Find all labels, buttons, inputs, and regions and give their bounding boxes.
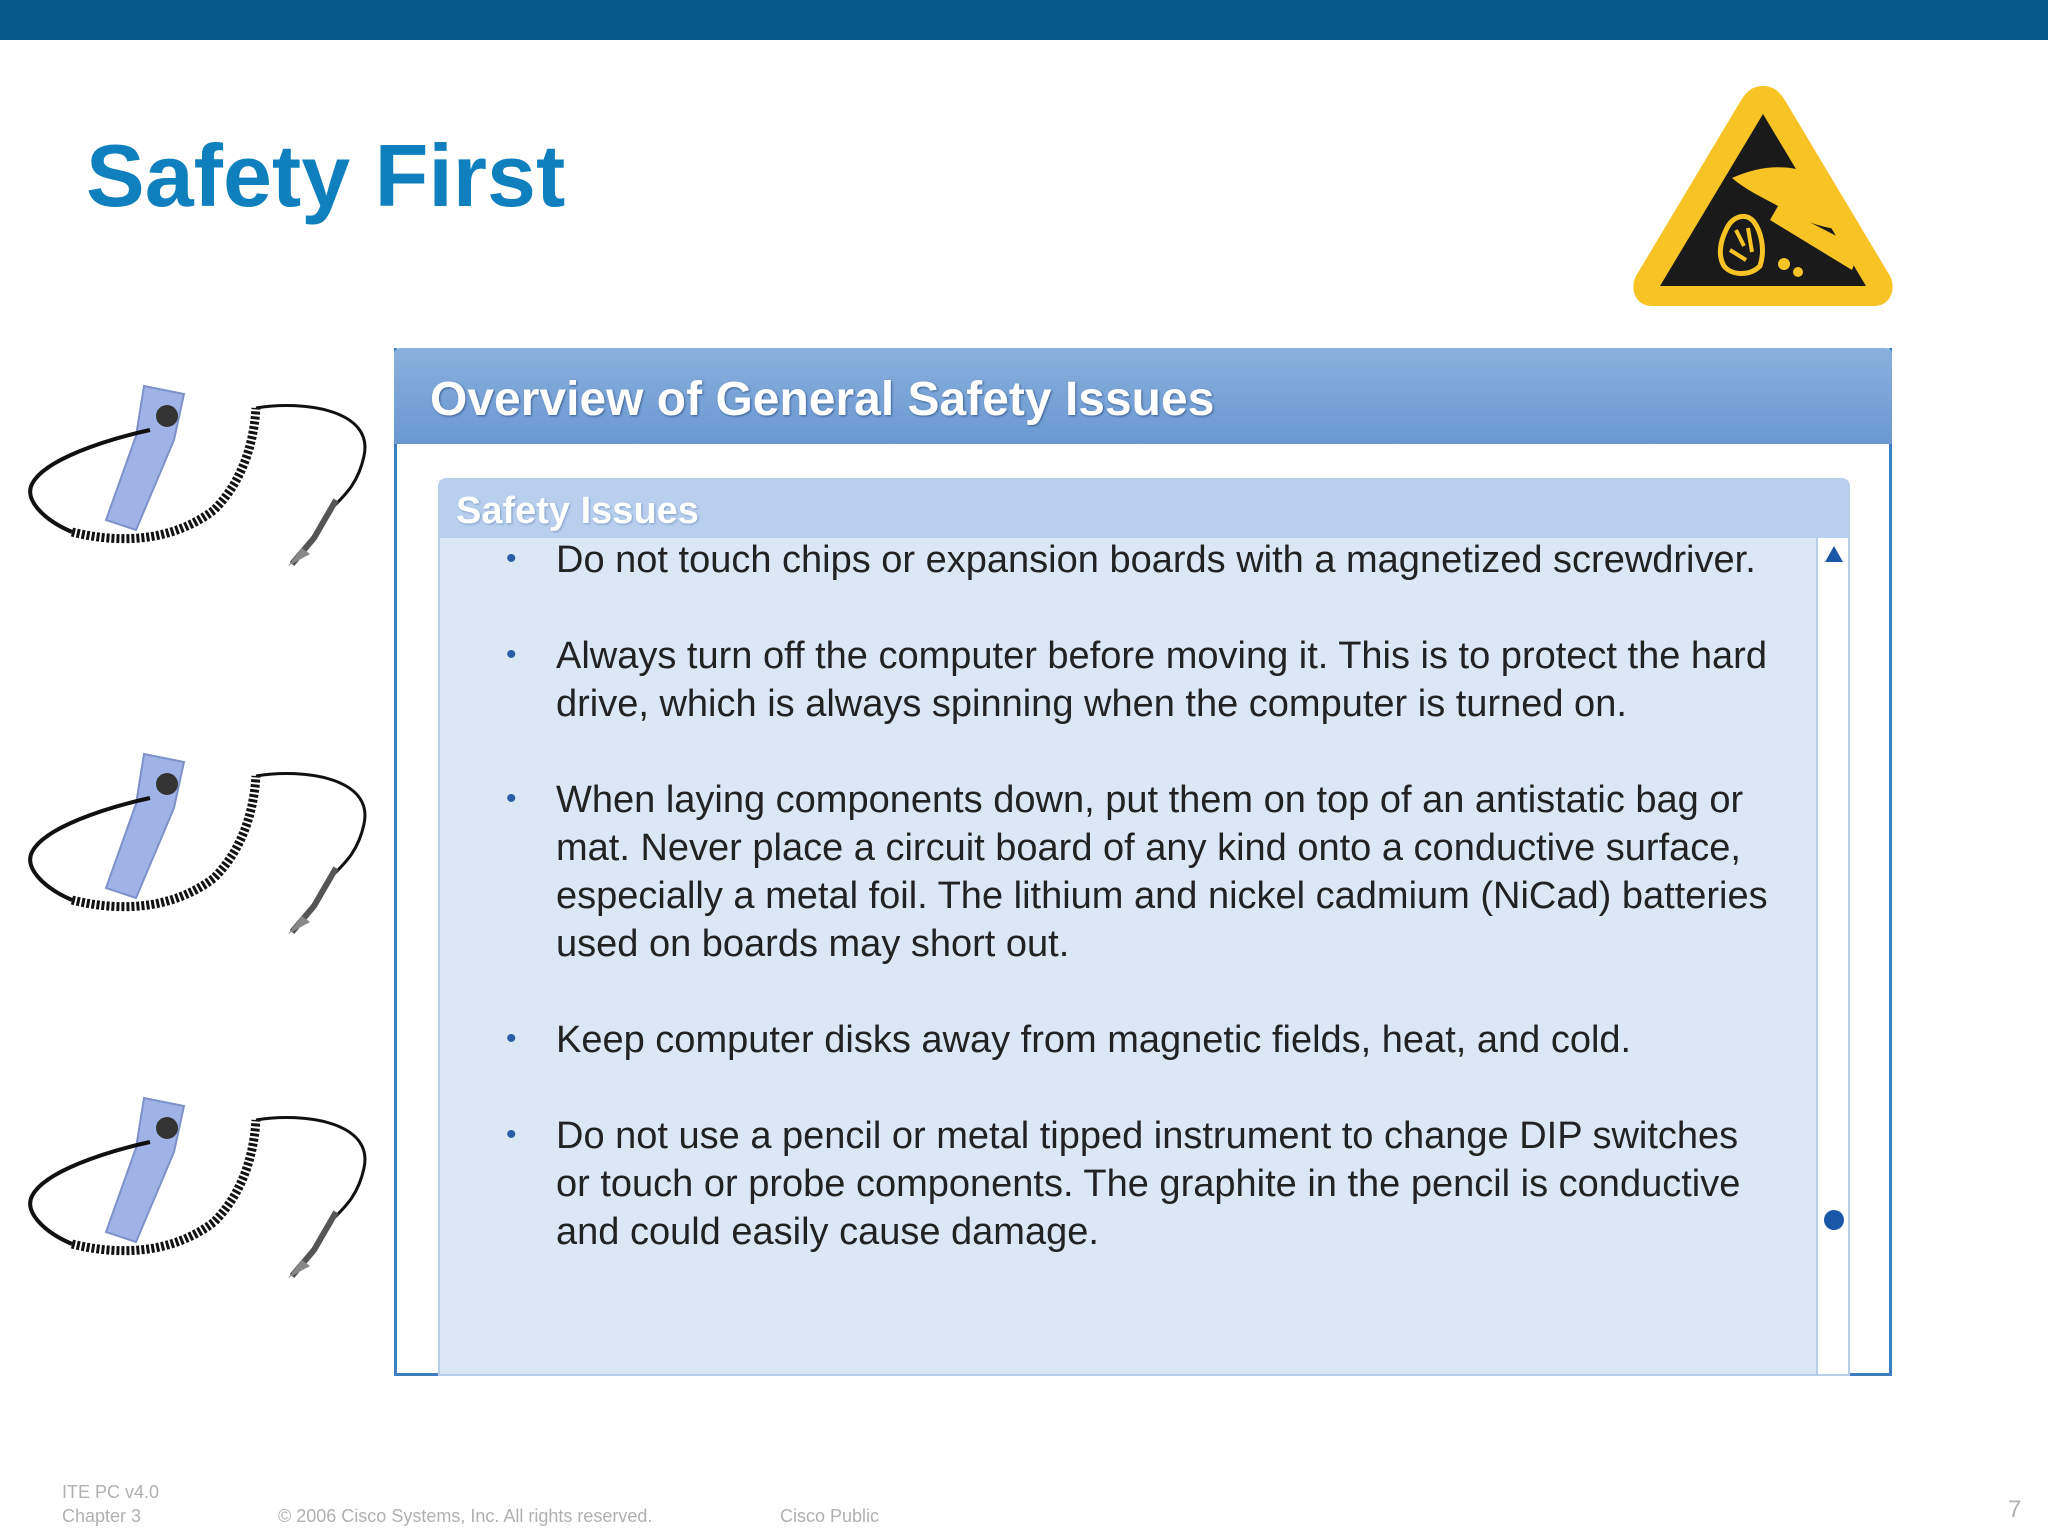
footer-copyright: © 2006 Cisco Systems, Inc. All rights reserved. [278, 1506, 653, 1526]
slide-title: Safety First [86, 126, 566, 225]
list-item [500, 632, 1770, 728]
antistatic-wrist-strap-icon [24, 748, 378, 938]
safety-issues-box [438, 478, 1850, 1376]
bullet: • [506, 782, 517, 815]
list-item [500, 776, 1770, 968]
panel-title: Overview of General Safety Issues [430, 373, 1215, 426]
issue-text: When laying components down, put them on top of an antistatic bag or mat. Never place a circuit board of any kind onto a conductive surface, especially a metal foil. The lithium and nickel cadmium (NiCad) batteries used on boards may short out. [556, 779, 1768, 965]
list-item [500, 1112, 1770, 1256]
top-bar [0, 0, 2048, 40]
panel-header [394, 348, 1892, 444]
scroll-thumb[interactable] [1824, 1210, 1844, 1230]
issues-list [500, 536, 1770, 1304]
section-header [440, 480, 1848, 538]
section-title: Safety Issues [456, 490, 699, 532]
footer-classification: Cisco Public [780, 1506, 880, 1526]
page-number: 7 [2008, 1496, 2022, 1523]
scroll-up-arrow-icon[interactable] [1825, 546, 1843, 562]
list-item [500, 1016, 1770, 1064]
footer-chapter: Chapter 3 [62, 1506, 142, 1526]
footer-course: ITE PC v4.0 [62, 1482, 160, 1502]
issue-text: Do not use a pencil or metal tipped instrument to change DIP switches or touch or probe components. The graphite in the pencil is conductive and could easily cause damage. [556, 1115, 1741, 1253]
esd-warning-icon [1628, 80, 1898, 312]
issue-text: Keep computer disks away from magnetic fields, heat, and cold. [556, 1019, 1632, 1061]
vertical-scrollbar[interactable] [1816, 538, 1850, 1376]
antistatic-wrist-strap-icon [24, 380, 378, 570]
issue-text: Do not touch chips or expansion boards with a magnetized screwdriver. [556, 539, 1756, 581]
antistatic-wrist-strap-icon [24, 1092, 378, 1282]
bullet: • [506, 638, 517, 671]
issue-text: Always turn off the computer before moving it. This is to protect the hard drive, which is always spinning when the computer is turned on. [556, 635, 1767, 725]
list-item [500, 536, 1770, 584]
bullet: • [506, 1022, 517, 1055]
bullet: • [506, 542, 517, 575]
bullet: • [506, 1118, 517, 1151]
